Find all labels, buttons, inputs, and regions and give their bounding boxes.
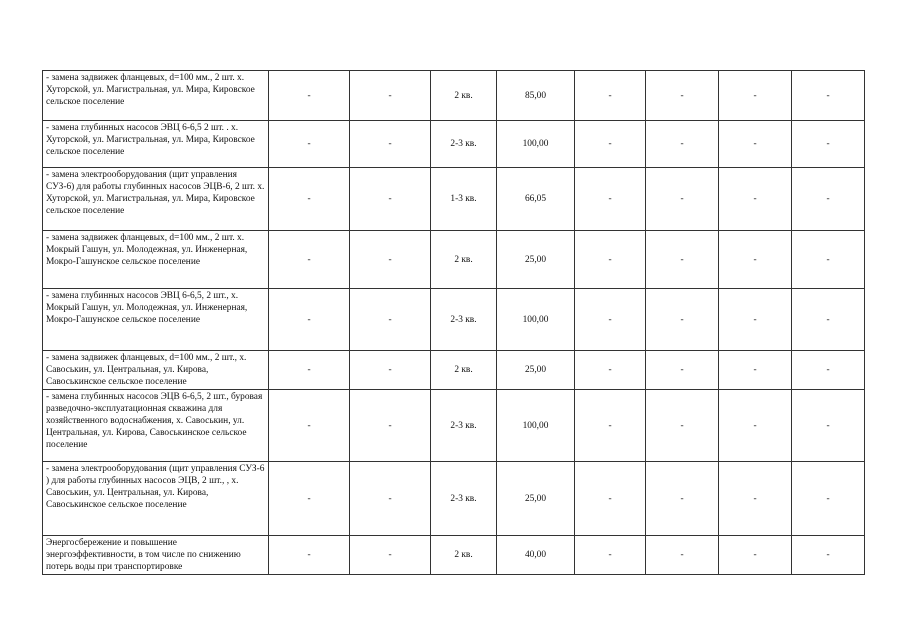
period-cell: 2 кв. [431, 536, 497, 575]
value-cell: - [646, 168, 719, 231]
value-cell: - [269, 390, 350, 462]
work-description-cell: - замена электрооборудования (щит управления СУЗ-6 ) для работы глубинных насосов ЭЦВ, 2 шт., , х. Савоськин, ул. Центральная, ул. Кирова, Савоськинское сельское поселение [43, 462, 269, 536]
amount-cell: 85,00 [497, 71, 575, 121]
period-cell: 2 кв. [431, 71, 497, 121]
value-cell: - [646, 121, 719, 168]
table-row [43, 71, 865, 121]
value-cell: - [269, 168, 350, 231]
value-cell: - [719, 462, 792, 536]
value-cell: - [350, 121, 431, 168]
table-row [43, 390, 865, 462]
value-cell: - [575, 121, 646, 168]
amount-cell: 40,00 [497, 536, 575, 575]
value-cell: - [792, 121, 865, 168]
value-cell: - [575, 536, 646, 575]
value-cell: - [350, 168, 431, 231]
value-cell: - [792, 231, 865, 289]
work-description-cell: - замена задвижек фланцевых, d=100 мм., 2 шт., х. Савоськин, ул. Центральная, ул. Кирова, Савоськинское сельское поселение [43, 351, 269, 390]
value-cell: - [792, 289, 865, 351]
value-cell: - [646, 231, 719, 289]
value-cell: - [575, 289, 646, 351]
value-cell: - [646, 536, 719, 575]
work-description-cell: Энергосбережение и повышение энергоэффективности, в том числе по снижению потерь воды при транспортировке [43, 536, 269, 575]
amount-cell: 100,00 [497, 121, 575, 168]
value-cell: - [792, 462, 865, 536]
value-cell: - [719, 390, 792, 462]
table-row [43, 462, 865, 536]
value-cell: - [269, 536, 350, 575]
value-cell: - [350, 536, 431, 575]
value-cell: - [719, 289, 792, 351]
period-cell: 2-3 кв. [431, 289, 497, 351]
work-description-cell: - замена глубинных насосов ЭВЦ 6-6,5 2 шт. . х. Хуторской, ул. Магистральная, ул. Мира, Кировское сельское поселение [43, 121, 269, 168]
work-description-cell: - замена электрооборудования (щит управления СУЗ-6) для работы глубинных насосов ЭЦВ-6, 2 шт. х. Хуторской, ул. Магистральная, ул. Мира, Кировское сельское поселение [43, 168, 269, 231]
amount-cell: 66,05 [497, 168, 575, 231]
value-cell: - [792, 390, 865, 462]
value-cell: - [350, 351, 431, 390]
value-cell: - [719, 121, 792, 168]
amount-cell: 25,00 [497, 351, 575, 390]
value-cell: - [646, 390, 719, 462]
value-cell: - [269, 462, 350, 536]
table-row [43, 289, 865, 351]
value-cell: - [575, 168, 646, 231]
value-cell: - [719, 536, 792, 575]
document-table [42, 70, 865, 575]
value-cell: - [646, 462, 719, 536]
work-description-cell: - замена задвижек фланцевых, d=100 мм., 2 шт. х. Мокрый Гашун, ул. Молодежная, ул. Инженерная, Мокро-Гашунское сельское поселение [43, 231, 269, 289]
value-cell: - [719, 351, 792, 390]
value-cell: - [646, 71, 719, 121]
value-cell: - [719, 71, 792, 121]
period-cell: 2-3 кв. [431, 462, 497, 536]
amount-cell: 100,00 [497, 289, 575, 351]
value-cell: - [575, 231, 646, 289]
value-cell: - [350, 462, 431, 536]
value-cell: - [575, 351, 646, 390]
value-cell: - [269, 121, 350, 168]
value-cell: - [350, 231, 431, 289]
amount-cell: 25,00 [497, 231, 575, 289]
value-cell: - [575, 71, 646, 121]
value-cell: - [792, 351, 865, 390]
value-cell: - [792, 168, 865, 231]
amount-cell: 25,00 [497, 462, 575, 536]
period-cell: 2-3 кв. [431, 121, 497, 168]
value-cell: - [350, 71, 431, 121]
value-cell: - [575, 462, 646, 536]
value-cell: - [350, 289, 431, 351]
value-cell: - [646, 289, 719, 351]
period-cell: 2 кв. [431, 351, 497, 390]
table-row [43, 168, 865, 231]
table-body [43, 71, 865, 575]
period-cell: 2 кв. [431, 231, 497, 289]
period-cell: 1-3 кв. [431, 168, 497, 231]
value-cell: - [792, 536, 865, 575]
period-cell: 2-3 кв. [431, 390, 497, 462]
table-row [43, 121, 865, 168]
table-row [43, 231, 865, 289]
value-cell: - [269, 231, 350, 289]
value-cell: - [792, 71, 865, 121]
value-cell: - [269, 71, 350, 121]
table-row [43, 536, 865, 575]
value-cell: - [269, 351, 350, 390]
value-cell: - [269, 289, 350, 351]
work-description-cell: - замена глубинных насосов ЭЦВ 6-6,5, 2 шт., буровая разведочно-эксплуатационная скважина для хозяйственного водоснабжения, х. Савоськин, ул. Центральная, ул. Кирова, Савоськинское сельское поселение [43, 390, 269, 462]
value-cell: - [350, 390, 431, 462]
value-cell: - [646, 351, 719, 390]
value-cell: - [719, 168, 792, 231]
work-description-cell: - замена глубинных насосов ЭВЦ 6-6,5, 2 шт., х. Мокрый Гашун, ул. Молодежная, ул. Инженерная, Мокро-Гашунское сельское поселение [43, 289, 269, 351]
value-cell: - [575, 390, 646, 462]
work-description-cell: - замена задвижек фланцевых, d=100 мм., 2 шт. х. Хуторской, ул. Магистральная, ул. Мира, Кировское сельское поселение [43, 71, 269, 121]
table-row [43, 351, 865, 390]
amount-cell: 100,00 [497, 390, 575, 462]
value-cell: - [719, 231, 792, 289]
